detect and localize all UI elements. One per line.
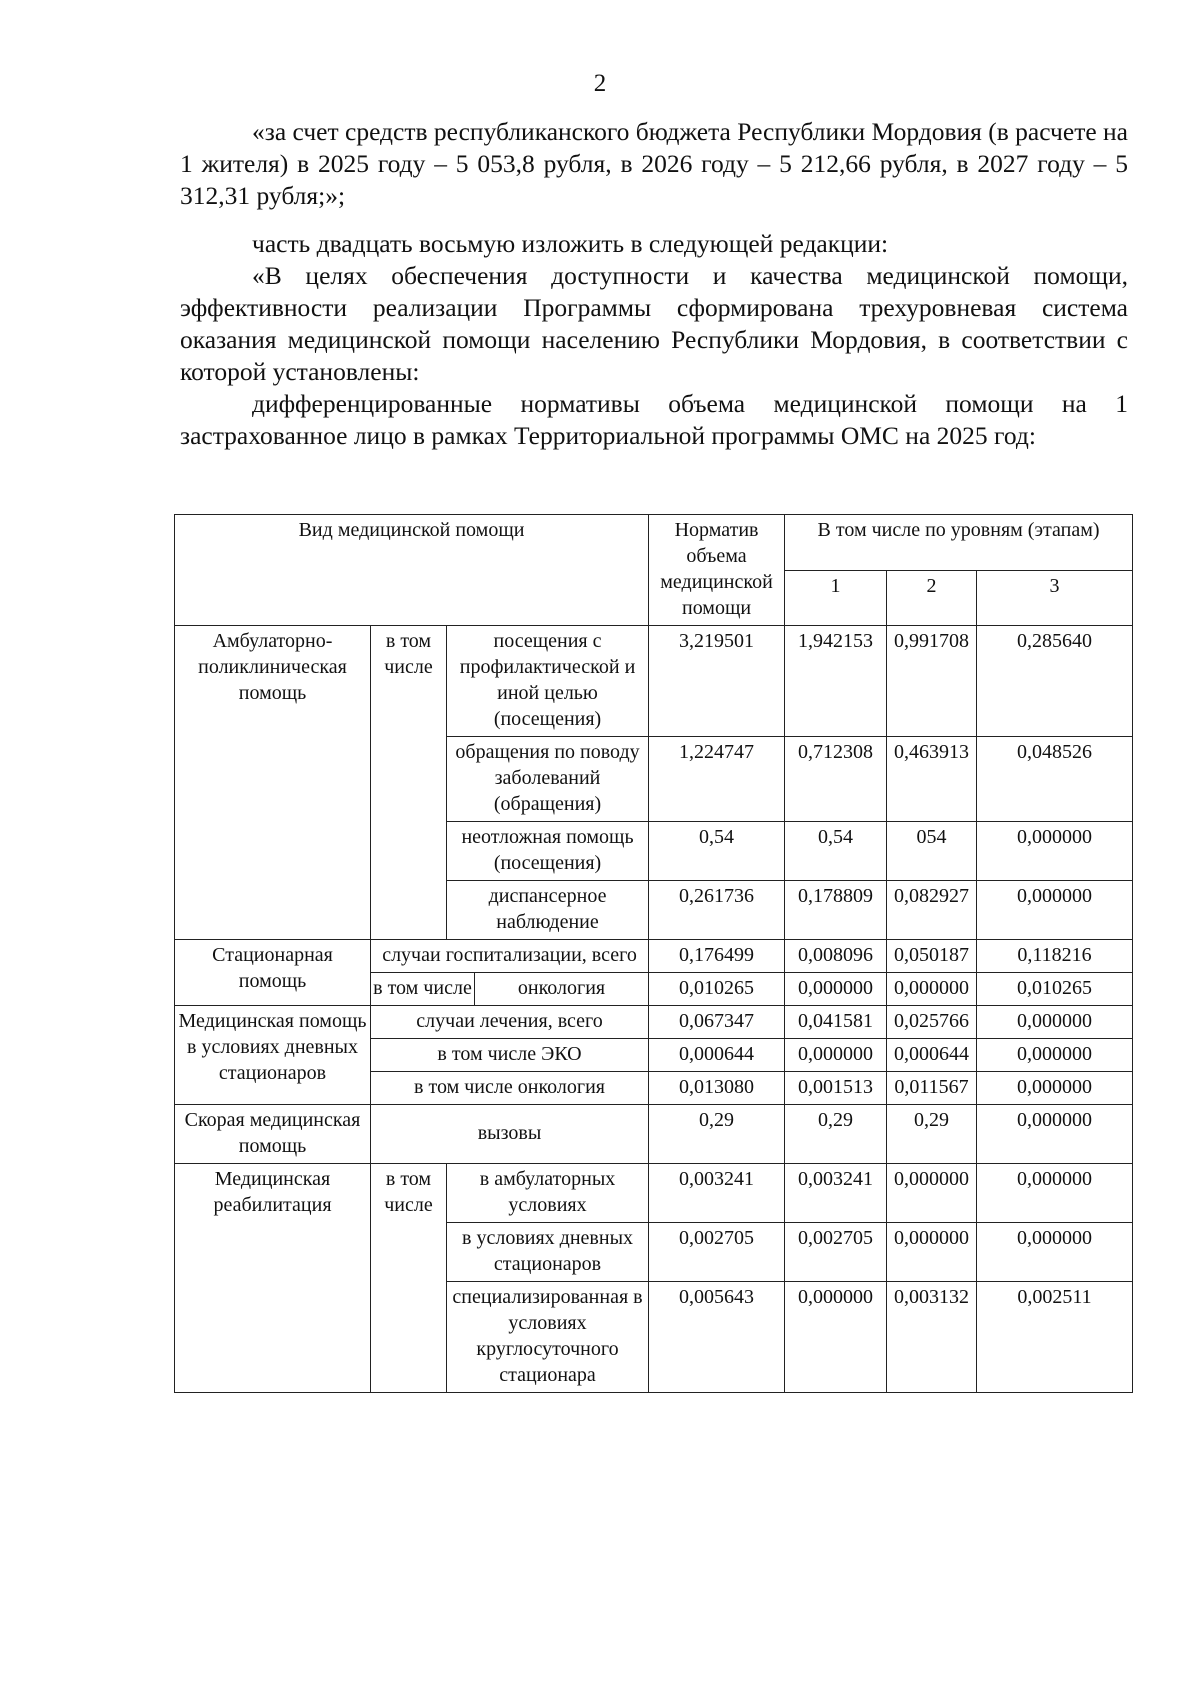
value-level-3: 0,002511 (977, 1282, 1133, 1393)
table-row (175, 1164, 1133, 1223)
row-name: случаи госпитализации, всего (371, 940, 649, 973)
value-level-3: 0,118216 (977, 940, 1133, 973)
value-level-2: 0,000000 (887, 1223, 977, 1282)
paragraph-norms-intro (180, 388, 1128, 452)
value-norm: 0,067347 (649, 1006, 785, 1039)
incl-cell: в том числе (371, 973, 475, 1006)
value-level-1: 0,002705 (785, 1223, 887, 1282)
value-level-1: 0,178809 (785, 881, 887, 940)
value-norm: 3,219501 (649, 626, 785, 737)
value-level-2: 0,011567 (887, 1072, 977, 1105)
value-level-2: 0,000000 (887, 1164, 977, 1223)
value-norm: 0,000644 (649, 1039, 785, 1072)
paragraph-three-level-system (180, 260, 1128, 388)
value-level-3: 0,010265 (977, 973, 1133, 1006)
value-norm: 1,224747 (649, 737, 785, 822)
value-level-1: 0,54 (785, 822, 887, 881)
paragraph-text: дифференцированные нормативы объема медицинской помощи на 1 застрахованное лицо в рамках Территориальной программы ОМС на 2025 год: (180, 389, 1128, 450)
value-level-3: 0,000000 (977, 1072, 1133, 1105)
row-name: в амбулаторных условиях (447, 1164, 649, 1223)
value-level-1: 0,003241 (785, 1164, 887, 1223)
page-number: 2 (593, 70, 607, 97)
paragraph-budget (180, 116, 1128, 212)
paragraph-text: «В целях обеспечения доступности и качества медицинской помощи, эффективности реализации Программы сформирована трехуровневая система оказания медицинской помощи населению Республики Мордовия, в соответствии с которой установлены: (180, 261, 1128, 386)
value-level-1: 0,712308 (785, 737, 887, 822)
value-level-2: 0,000000 (887, 973, 977, 1006)
value-norm: 0,010265 (649, 973, 785, 1006)
value-level-3: 0,000000 (977, 1223, 1133, 1282)
value-norm: 0,176499 (649, 940, 785, 973)
incl-cell: в том числе (371, 1164, 447, 1393)
incl-cell: в том числе (371, 626, 447, 940)
value-norm: 0,005643 (649, 1282, 785, 1393)
category-cell: Амбулаторно-поликлиническая помощь (175, 626, 371, 940)
value-level-1: 1,942153 (785, 626, 887, 737)
category-cell: Медицинская помощь в условиях дневных стационаров (175, 1006, 371, 1105)
value-norm: 0,54 (649, 822, 785, 881)
header-level-2: 2 (887, 570, 977, 626)
value-norm: 0,29 (649, 1105, 785, 1164)
header-level-3: 3 (977, 570, 1133, 626)
row-name: специализированная в условиях круглосуточного стационара (447, 1282, 649, 1393)
table-row (175, 1006, 1133, 1039)
table-row (175, 626, 1133, 737)
value-level-3: 0,000000 (977, 1039, 1133, 1072)
value-norm: 0,003241 (649, 1164, 785, 1223)
value-level-1: 0,000000 (785, 973, 887, 1006)
paragraph-text: «за счет средств республиканского бюджета Республики Мордовия (в расчете на 1 жителя) в 2025 году – 5 053,8 рубля, в 2026 году – 5 212,66 рубля, в 2027 году – 5 312,31 рубля;»; (180, 117, 1128, 210)
value-level-2: 0,050187 (887, 940, 977, 973)
row-name: обращения по поводу заболеваний (обращения) (447, 737, 649, 822)
value-level-2: 0,29 (887, 1105, 977, 1164)
row-name: диспансерное наблюдение (447, 881, 649, 940)
row-name: посещения с профилактической и иной целью (посещения) (447, 626, 649, 737)
value-level-2: 0,003132 (887, 1282, 977, 1393)
value-level-3: 0,048526 (977, 737, 1133, 822)
header-norm: Норматив объема медицинской помощи (649, 515, 785, 626)
value-level-3: 0,000000 (977, 822, 1133, 881)
value-level-1: 0,001513 (785, 1072, 887, 1105)
category-cell: Скорая медицинская помощь (175, 1105, 371, 1164)
header-level-1: 1 (785, 570, 887, 626)
norms-table (174, 514, 1133, 1393)
value-level-3: 0,000000 (977, 1006, 1133, 1039)
value-level-1: 0,041581 (785, 1006, 887, 1039)
category-cell: Стационарная помощь (175, 940, 371, 1006)
paragraph-part-28 (180, 228, 1128, 260)
table-row (175, 940, 1133, 973)
value-norm: 0,013080 (649, 1072, 785, 1105)
value-level-2: 0,082927 (887, 881, 977, 940)
value-level-2: 0,000644 (887, 1039, 977, 1072)
value-level-1: 0,000000 (785, 1282, 887, 1393)
value-level-2: 054 (887, 822, 977, 881)
paragraph-text: часть двадцать восьмую изложить в следующей редакции: (252, 229, 889, 258)
value-level-3: 0,000000 (977, 881, 1133, 940)
table-header-row (175, 515, 1133, 571)
value-level-1: 0,29 (785, 1105, 887, 1164)
row-name: в том числе ЭКО (371, 1039, 649, 1072)
header-type: Вид медицинской помощи (175, 515, 649, 626)
value-level-2: 0,463913 (887, 737, 977, 822)
category-cell: Медицинская реабилитация (175, 1164, 371, 1393)
row-name: в условиях дневных стационаров (447, 1223, 649, 1282)
row-name: вызовы (371, 1105, 649, 1164)
header-levels: В том числе по уровням (этапам) (785, 515, 1133, 571)
value-level-3: 0,285640 (977, 626, 1133, 737)
value-level-2: 0,991708 (887, 626, 977, 737)
table-row (175, 1105, 1133, 1164)
value-level-1: 0,000000 (785, 1039, 887, 1072)
value-norm: 0,261736 (649, 881, 785, 940)
row-name: в том числе онкология (371, 1072, 649, 1105)
value-level-2: 0,025766 (887, 1006, 977, 1039)
row-name: случаи лечения, всего (371, 1006, 649, 1039)
value-level-1: 0,008096 (785, 940, 887, 973)
row-name: онкология (475, 973, 649, 1006)
value-level-3: 0,000000 (977, 1105, 1133, 1164)
value-norm: 0,002705 (649, 1223, 785, 1282)
row-name: неотложная помощь (посещения) (447, 822, 649, 881)
value-level-3: 0,000000 (977, 1164, 1133, 1223)
